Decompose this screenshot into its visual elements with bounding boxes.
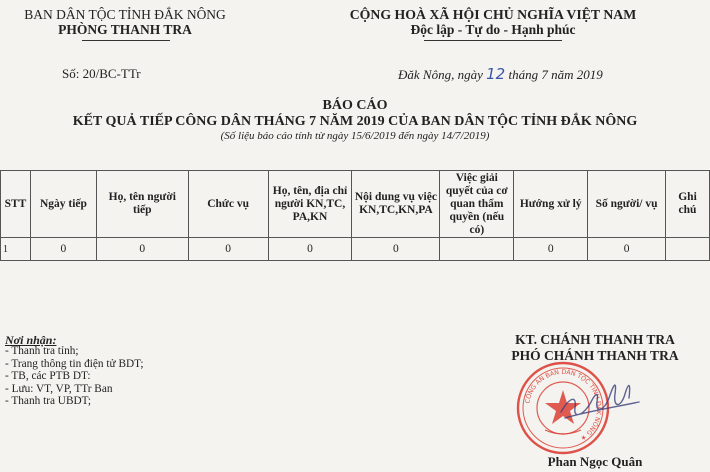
signer-name: Phan Ngọc Quân xyxy=(547,454,643,469)
report-table xyxy=(0,170,710,261)
list-item: - Trang thông tin điện tử BDT; xyxy=(5,357,144,370)
table-cell: 0 xyxy=(188,238,268,261)
header-cell-handling: Hướng xử lý xyxy=(514,171,588,238)
header-cell-position: Chức vụ xyxy=(188,171,268,238)
header-cell-notes: Ghi chú xyxy=(666,171,710,238)
table-row xyxy=(1,238,710,261)
table-cell: 0 xyxy=(268,238,352,261)
date-suffix: tháng 7 năm 2019 xyxy=(505,67,603,82)
table-cell: 1 xyxy=(1,238,31,261)
list-item: - Thanh tra UBDT; xyxy=(5,395,92,408)
nation-motto: Độc lập - Tự do - Hạnh phúc xyxy=(410,22,576,37)
recipients-list xyxy=(5,345,144,408)
header-cell-complainant: Họ, tên, địa chỉ người KN,TC, PA,KN xyxy=(268,171,352,238)
header-cell-stt: STT xyxy=(1,171,31,238)
table-cell: 0 xyxy=(588,238,666,261)
recipients-title: Nơi nhận: xyxy=(5,333,57,347)
handwritten-signature xyxy=(555,368,645,428)
header-divider-left xyxy=(82,40,170,41)
report-period-note: (Số liệu báo cáo tính từ ngày 15/6/2019 đến ngày 14/7/2019) xyxy=(220,130,490,142)
header-cell-date: Ngày tiếp xyxy=(30,171,96,238)
header-cell-receiver: Họ, tên người tiếp xyxy=(96,171,188,238)
date-prefix: Đăk Nông, ngày xyxy=(398,67,487,82)
report-title: BÁO CÁO xyxy=(322,98,388,113)
table-cell xyxy=(666,238,710,261)
table-cell: 0 xyxy=(352,238,440,261)
date-day-handwritten: 12 xyxy=(486,65,506,83)
table-cell xyxy=(440,238,514,261)
table-cell: 0 xyxy=(96,238,188,261)
report-subtitle: KẾT QUẢ TIẾP CÔNG DÂN THÁNG 7 NĂM 2019 CỦA BAN DÂN TỘC TỈNH ĐẮK NÔNG xyxy=(72,114,638,129)
table-header-row xyxy=(1,171,710,238)
header-cell-resolution: Việc giải quyết của cơ quan thẩm quyền (nếu có) xyxy=(440,171,514,238)
svg-text:CÔNG AN BAN DÂN TỘC TỈNH ĐẮK N: CÔNG AN BAN DÂN TỘC TỈNH ĐẮK NÔNG ★ xyxy=(524,368,603,442)
agency-name: BAN DÂN TỘC TỈNH ĐẮK NÔNG xyxy=(24,7,226,22)
signature-title: KT. CHÁNH THANH TRA xyxy=(515,332,675,347)
header-cell-content: Nội dung vụ việc KN,TC,KN,PA xyxy=(352,171,440,238)
list-item: - Thanh tra tỉnh; xyxy=(5,345,79,357)
document-number: Số: 20/BC-TTr xyxy=(62,66,141,81)
list-item: - Lưu: VT, VP, TTr Ban xyxy=(5,382,113,395)
nation-title: CỘNG HOÀ XÃ HỘI CHỦ NGHĨA VIỆT NAM xyxy=(349,7,637,22)
table-cell: 0 xyxy=(30,238,96,261)
signature-subtitle: PHÓ CHÁNH THANH TRA xyxy=(511,348,679,363)
department-name: PHÒNG THANH TRA xyxy=(58,22,192,37)
table-cell: 0 xyxy=(514,238,588,261)
header-cell-count: Số người/ vụ xyxy=(588,171,666,238)
list-item: - TB, các PTB DT: xyxy=(5,370,91,383)
header-divider-right xyxy=(424,40,562,41)
document-date xyxy=(398,65,603,83)
